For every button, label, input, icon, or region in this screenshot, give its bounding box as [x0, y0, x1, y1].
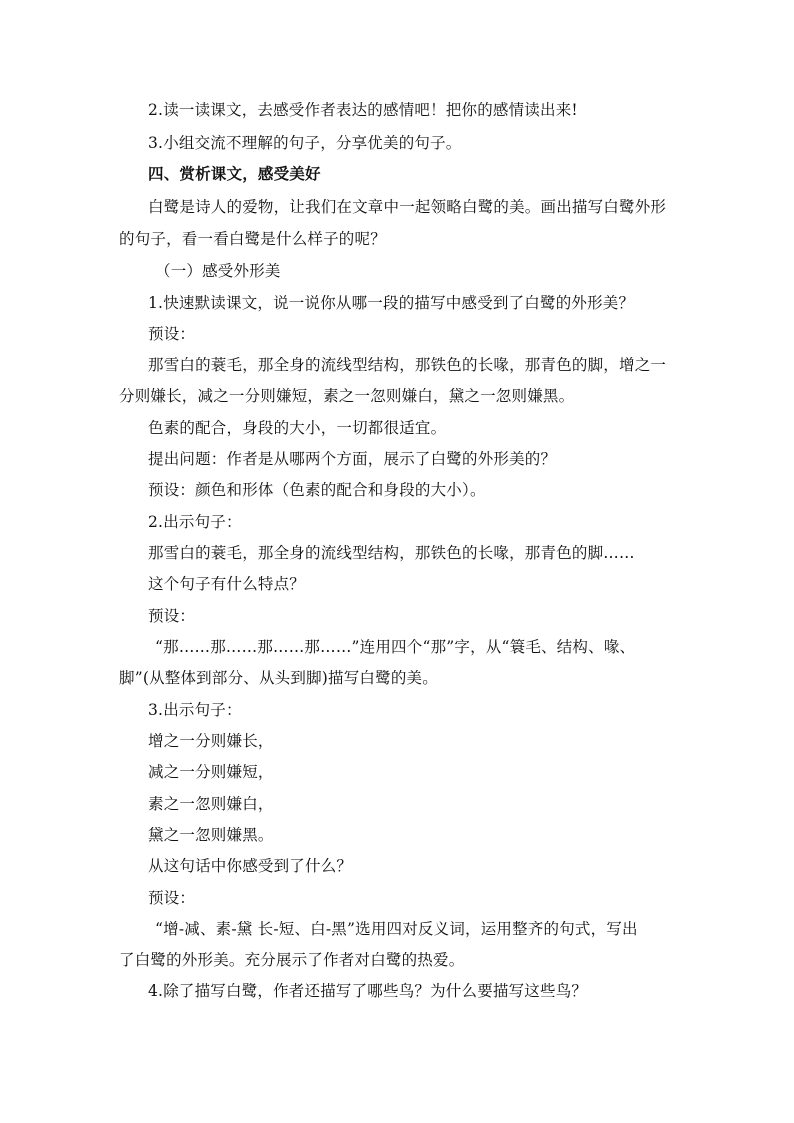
analysis-paragraph: “增-减、素-黛 长-短、白-黑”选用四对反义词，运用整齐的句式，写出 [155, 920, 638, 938]
paragraph-intro: 白鹭是诗人的爱物，让我们在文章中一起领略白鹭的美。画出描写白鹭外形 [148, 198, 667, 216]
quote-line: 色素的配合，身段的大小，一切都很适宜。 [148, 419, 447, 437]
paragraph-step-3: 3.小组交流不理解的句子，分享优美的句子。 [148, 134, 462, 152]
question-line: 从这句话中你感受到了什么？ [148, 857, 353, 875]
subsection-heading: （一）感受外形美 [155, 262, 281, 280]
step-3-label: 3.出示句子： [148, 701, 242, 719]
verse-line-1: 增之一分则嫌长， [148, 732, 274, 750]
analysis-paragraph-continued: 脚”(从整体到部分、从头到脚)描写白鹭的美。 [119, 669, 438, 687]
question-4: 4.除了描写白鹭，作者还描写了哪些鸟？为什么要描写这些鸟？ [148, 982, 588, 1000]
preset-label: 预设： [148, 889, 196, 907]
question-1: 1.快速默读课文，说一说你从哪一段的描写中感受到了白鹭的外形美？ [148, 294, 635, 312]
verse-line-2: 减之一分则嫌短， [148, 763, 274, 781]
paragraph-intro-continued: 的句子，看一看白鹭是什么样子的呢？ [119, 230, 386, 248]
question-line: 这个句子有什么特点？ [148, 575, 306, 593]
analysis-paragraph: “那……那……那……那……”连用四个“那”字，从“簑毛、结构、喙、 [155, 638, 636, 656]
paragraph-step-2: 2.读一读课文，去感受作者表达的感情吧！把你的感情读出来! [148, 101, 578, 119]
section-heading: 四、赏析课文，感受美好 [148, 164, 321, 183]
preset-label: 预设： [148, 607, 196, 625]
quote-paragraph-continued: 分则嫌长，减之一分则嫌短，素之一忽则嫌白，黛之一忽则嫌黑。 [119, 387, 575, 405]
step-2-label: 2.出示句子： [148, 513, 242, 531]
verse-line-4: 黛之一忽则嫌黑。 [148, 826, 274, 844]
preset-label: 预设： [148, 325, 196, 343]
question-prompt: 提出问题：作者是从哪两个方面，展示了白鹭的外形美的？ [148, 450, 557, 468]
preset-answer: 预设：颜色和形体（色素的配合和身段的大小）。 [148, 481, 486, 499]
quote-paragraph: 那雪白的蓑毛，那全身的流线型结构，那铁色的长喙，那青色的脚，增之一 [148, 356, 667, 374]
quote-sentence: 那雪白的蓑毛，那全身的流线型结构，那铁色的长喙，那青色的脚…… [148, 544, 635, 562]
analysis-paragraph-continued: 了白鹭的外形美。充分展示了作者对白鹭的热爱。 [119, 951, 465, 969]
verse-line-3: 素之一忽则嫌白， [148, 795, 274, 813]
